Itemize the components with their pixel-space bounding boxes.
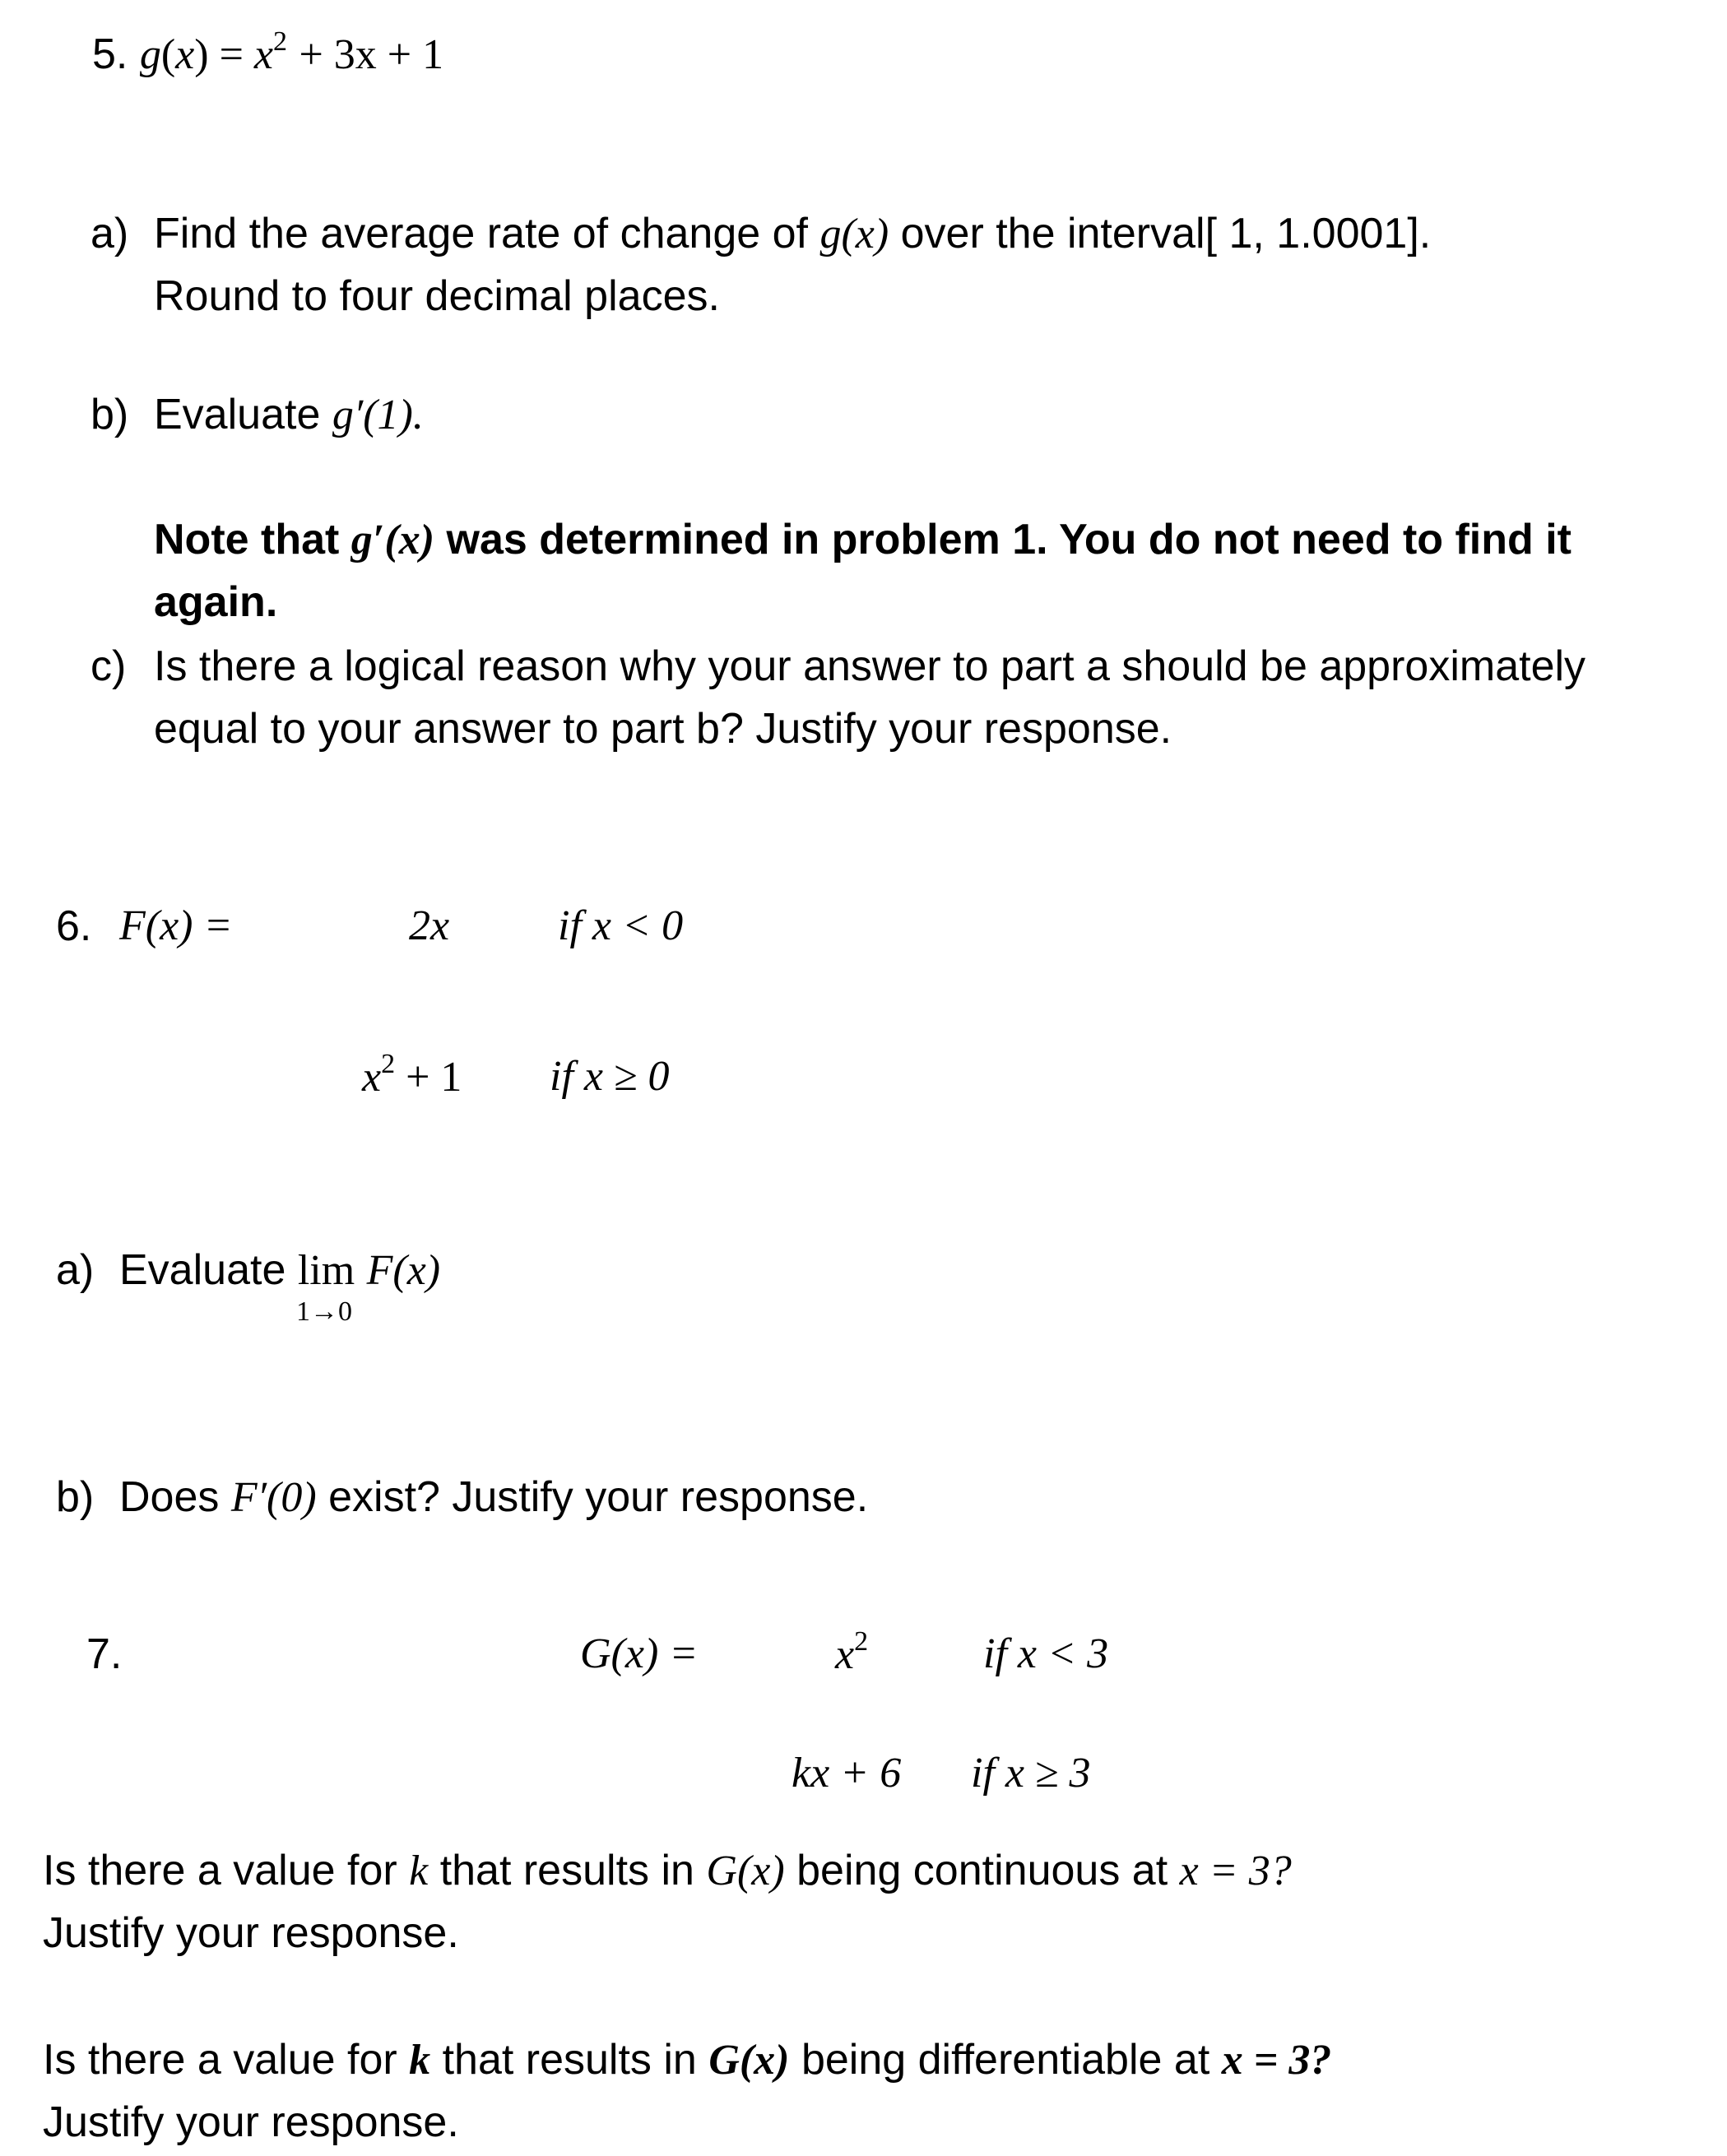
problem-5a-text: Find the average rate of change of [154, 210, 808, 257]
problem-7-q2-pre: Is there a value for [43, 2036, 397, 2084]
problem-7-piece2-cond: if x ≥ 3 [971, 1750, 1091, 1797]
problem-6a-lim-expr: F(x) [366, 1247, 441, 1294]
problem-6a-lim-sub: 1→0 [296, 1296, 352, 1327]
problem-6b-pre: Does [119, 1473, 220, 1521]
problem-5-rhs-rest: + 3x + 1 [299, 31, 444, 78]
problem-7-q2-line2: Justify your response. [43, 2098, 459, 2146]
problem-7-q1-gx: G(x) [706, 1848, 785, 1894]
problem-6-fn-lhs: F(x) = [119, 902, 233, 949]
problem-6-number: 6. [56, 902, 92, 950]
problem-5c-label: c) [91, 642, 127, 690]
problem-7-q1-mid2: being continuous at [796, 1847, 1168, 1894]
problem-7-q2-cond: x = 3? [1221, 2037, 1332, 2084]
problem-7-piece1-cond: if x < 3 [983, 1630, 1109, 1677]
problem-6-piece2-expr [362, 1049, 462, 1101]
problem-5-note-pre: Note that [154, 516, 340, 563]
problem-7-q2-gx: G(x) [708, 2037, 790, 2084]
problem-7-number: 7. [86, 1630, 123, 1678]
problem-5-note-post: was determined in problem 1. You do not need to find it [446, 516, 1571, 563]
problem-6-piece2-exp: 2 [381, 1049, 396, 1079]
problem-7-q2-mid: that results in [442, 2036, 697, 2084]
problem-7-q1-line1 [43, 1849, 1292, 1893]
problem-5-rhs-x: x [253, 31, 273, 78]
problem-5-fn-name: g [139, 31, 161, 78]
problem-5b-label: b) [91, 391, 129, 438]
problem-7-piece1-expr [835, 1626, 869, 1678]
problem-6a-label: a) [56, 1246, 95, 1294]
problem-5a-label: a) [91, 210, 129, 257]
problem-5a-interval: over the interval[ 1, 1.0001]. [900, 210, 1432, 257]
problem-7-piece1-base: x [835, 1631, 855, 1678]
problem-5-rhs-exp: 2 [273, 26, 287, 57]
problem-6-piece2-rest: + 1 [395, 1054, 462, 1101]
problem-5c-line2: equal to your answer to part b? Justify your response. [154, 705, 1172, 753]
problem-7-q1-cond: x = 3? [1179, 1848, 1292, 1894]
problem-7-fn-lhs: G(x) = [580, 1630, 699, 1677]
problem-7-q1-line2: Justify your response. [43, 1909, 459, 1957]
problem-7-q1-mid: that results in [439, 1847, 694, 1894]
problem-7-piece1-exp: 2 [854, 1626, 869, 1657]
problem-7-q1-k: k [409, 1848, 429, 1894]
problem-7-q1-pre: Is there a value for [43, 1847, 397, 1894]
problem-6b-expr: F′(0) [230, 1474, 317, 1521]
problem-5-note-expr: g′(x) [351, 517, 435, 563]
problem-5-fn-var: x [175, 31, 195, 78]
problem-6a-line [119, 1246, 441, 1294]
problem-5b-expr: g′(1). [332, 392, 424, 438]
problem-6b-label: b) [56, 1473, 95, 1521]
problem-7-q2-line1 [43, 2038, 1331, 2082]
problem-7-piece2-expr: kx + 6 [792, 1750, 902, 1797]
problem-7-q2-mid2: being differentiable at [801, 2036, 1210, 2084]
problem-5a-line1 [154, 212, 1431, 256]
problem-6-piece1-cond: if x < 0 [558, 902, 684, 949]
problem-6b-line [119, 1473, 869, 1521]
problem-6-piece1-expr: 2x [409, 902, 450, 949]
problem-6a-lim: lim [297, 1247, 355, 1294]
problem-5b-text: Evaluate [154, 391, 321, 438]
problem-7-q2-k: k [409, 2037, 431, 2084]
problem-6a-text: Evaluate [119, 1246, 286, 1294]
problem-6-piece2-base: x [362, 1054, 382, 1101]
problem-5-number: 5. [92, 30, 128, 78]
problem-6b-post: exist? Justify your response. [328, 1473, 869, 1521]
problem-5a-line2: Round to four decimal places. [154, 272, 720, 320]
problem-5-note-line1 [154, 518, 1571, 562]
problem-5-heading: 5. $g(x) = x^2 + 3x + 1$ [92, 26, 444, 78]
problem-5a-expr: g(x) [819, 211, 889, 257]
problem-5b-line [154, 393, 424, 437]
problem-6-piece2-cond: if x ≥ 0 [550, 1053, 670, 1100]
problem-5c-line1: Is there a logical reason why your answer to part a should be approximately [154, 642, 1586, 690]
problem-5-note-line2: again. [154, 578, 278, 626]
